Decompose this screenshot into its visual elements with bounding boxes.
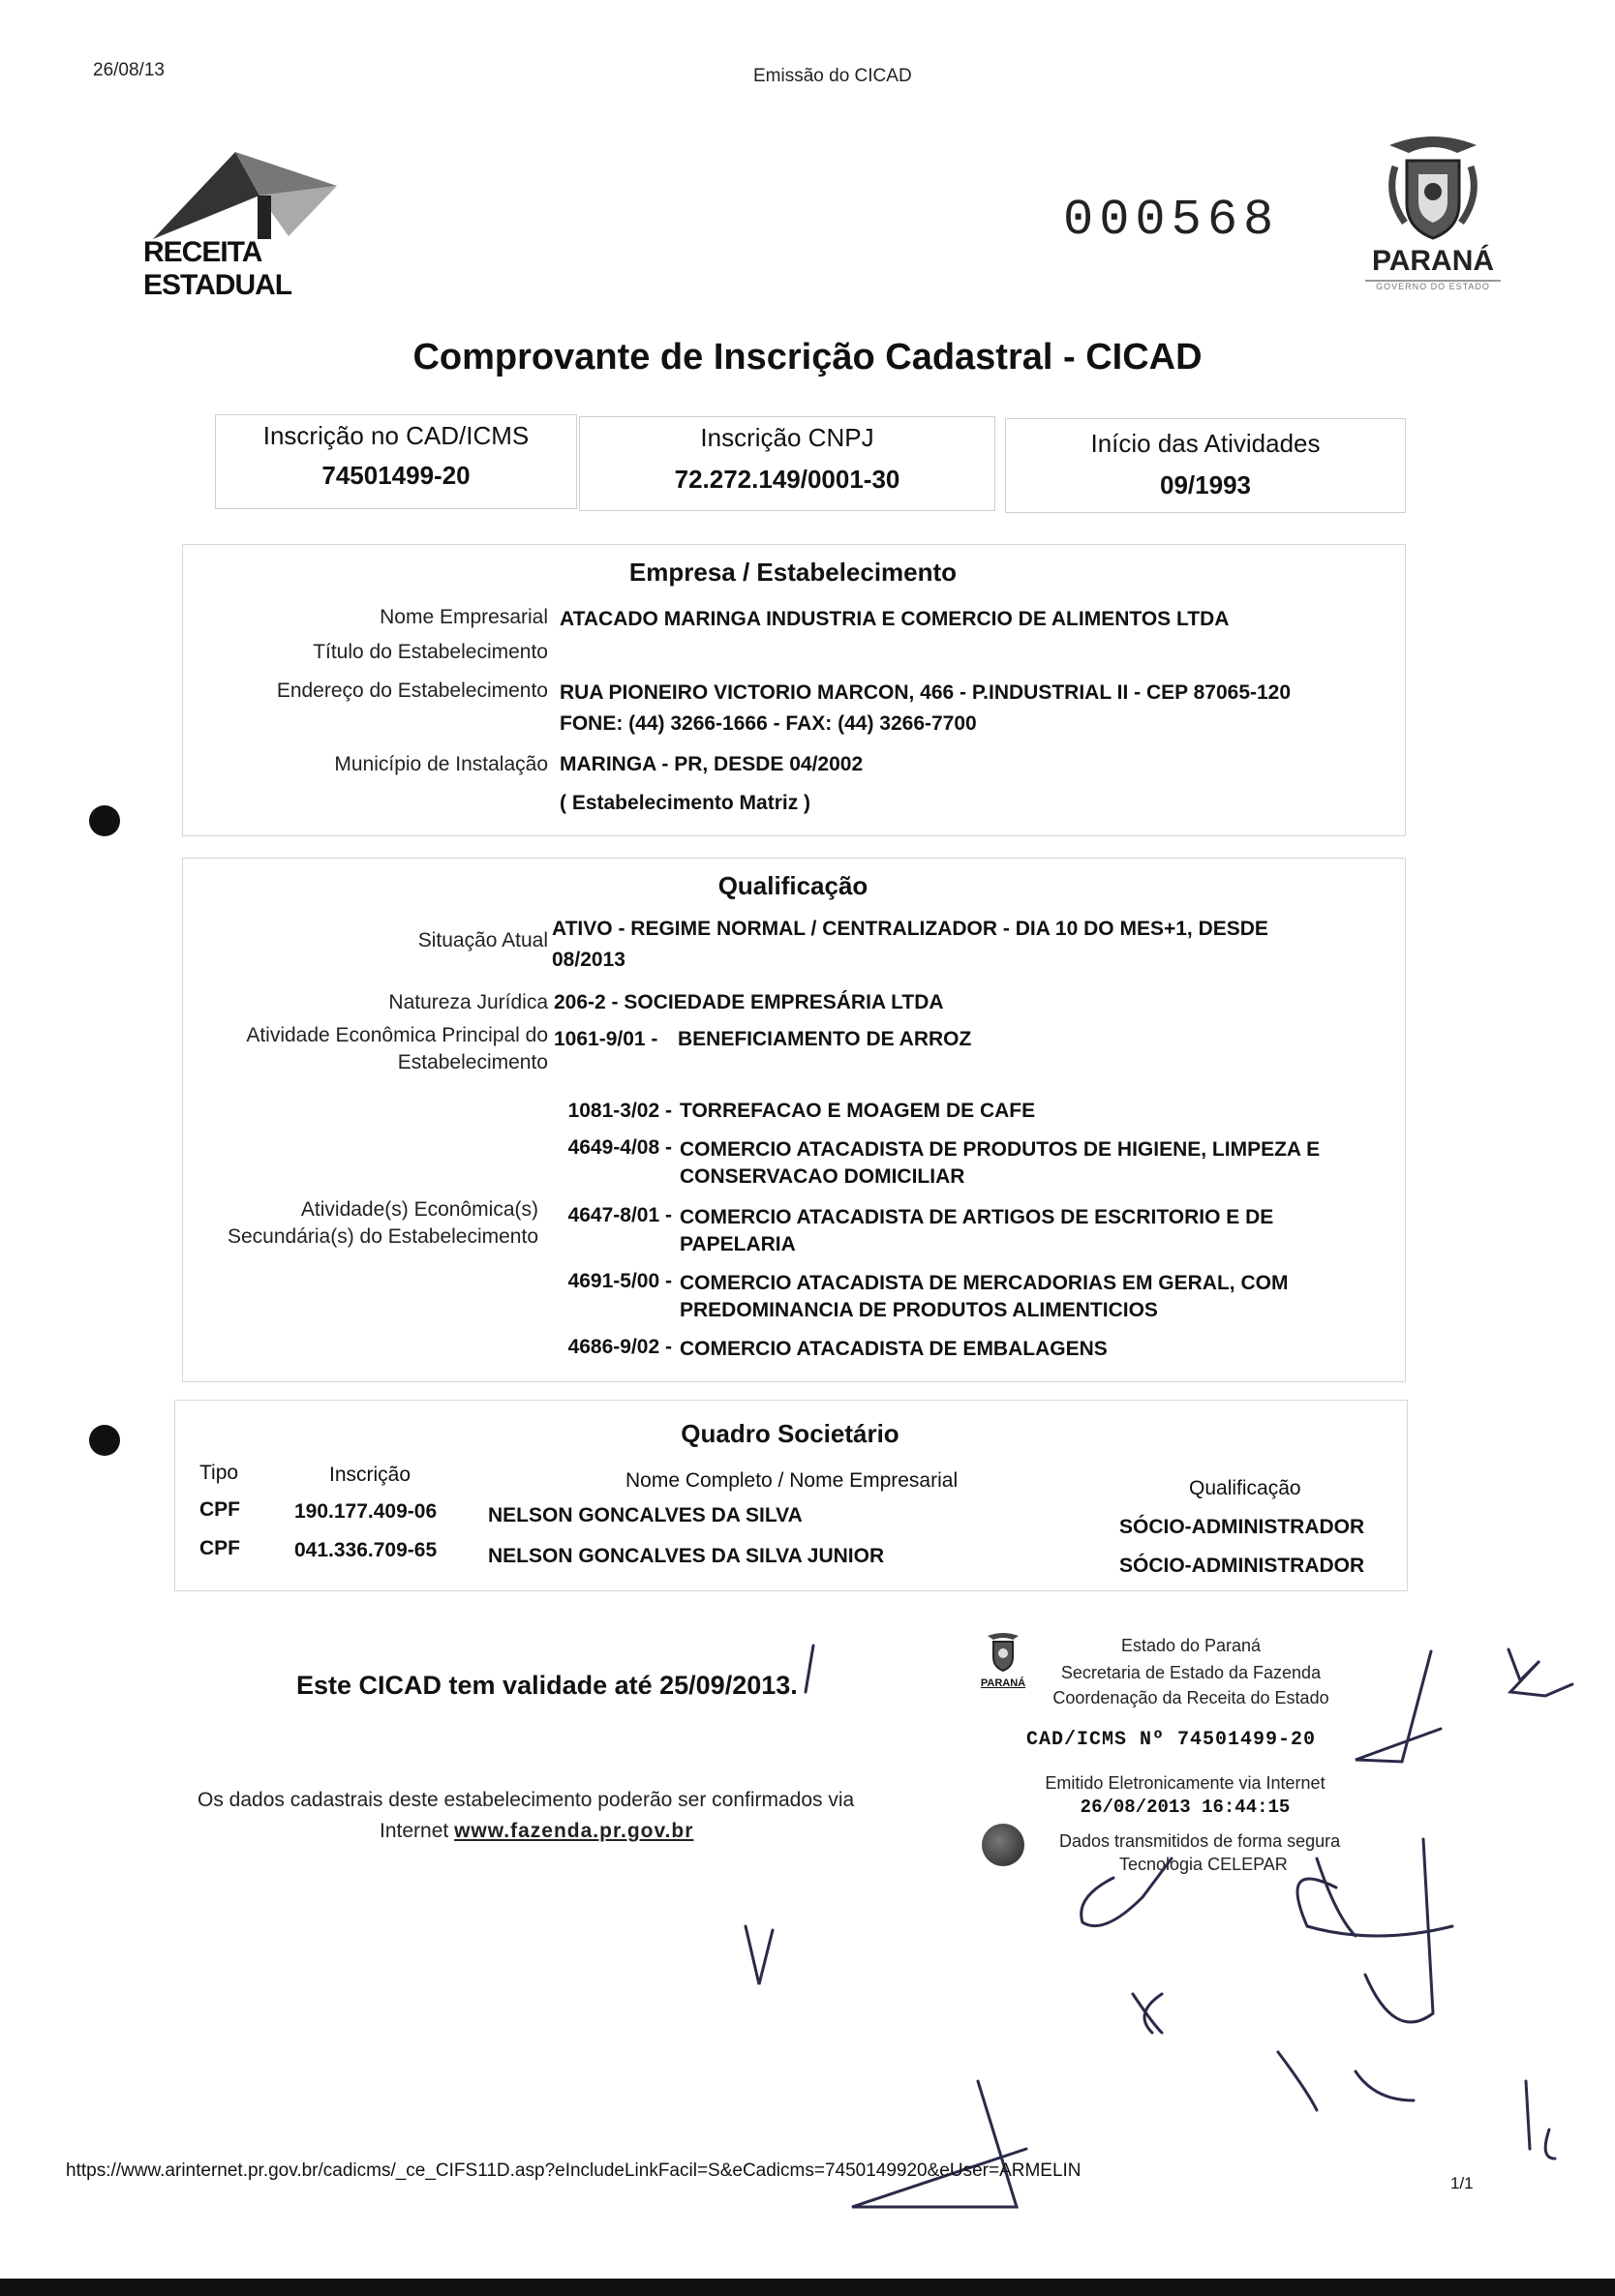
fazenda-link[interactable]: www.fazenda.pr.gov.br bbox=[454, 1820, 694, 1842]
protocol-number: 000568 bbox=[1063, 192, 1280, 249]
field-inicio-value: 09/1993 bbox=[1160, 470, 1251, 499]
signature-stroke bbox=[1278, 2052, 1414, 2110]
section-empresa-title: Empresa / Estabelecimento bbox=[628, 558, 958, 587]
secundaria-desc-cont: PREDOMINANCIA DE PRODUTOS ALIMENTICIOS bbox=[680, 1299, 1158, 1321]
municipio-label: Município de Instalação bbox=[334, 753, 548, 775]
punch-hole-mark bbox=[89, 805, 120, 836]
check-mark-stroke bbox=[746, 1926, 773, 1984]
source-url[interactable]: https://www.arinternet.pr.gov.br/cadicms/_ce_CIFS11D.asp?eIncludeLinkFacil=S&eCadicms=7450149920&eUser=ARMELIN bbox=[66, 2160, 1082, 2181]
secundaria-code: 4649-4/08 - bbox=[567, 1136, 672, 1159]
socio-inscricao: 041.336.709-65 bbox=[294, 1539, 438, 1561]
signature-stroke bbox=[1082, 1858, 1172, 1926]
col-header-nome: Nome Completo / Nome Empresarial bbox=[625, 1469, 959, 1492]
signature-stroke bbox=[852, 2081, 1026, 2207]
signature-stroke bbox=[1133, 1994, 1162, 2033]
matriz-note: ( Estabelecimento Matriz ) bbox=[560, 792, 811, 814]
situacao-line1: ATIVO - REGIME NORMAL / CENTRALIZADOR - DIA 10 DO MES+1, DESDE bbox=[552, 918, 1268, 940]
municipio-value: MARINGA - PR, DESDE 04/2002 bbox=[560, 753, 864, 775]
field-cnpj-value: 72.272.149/0001-30 bbox=[674, 465, 900, 494]
signature-stroke bbox=[1526, 2081, 1555, 2159]
titulo-estabelecimento-label: Título do Estabelecimento bbox=[313, 641, 548, 663]
page-header-title: Emissão do CICAD bbox=[753, 66, 912, 86]
secundaria-desc-cont: CONSERVACAO DOMICILIAR bbox=[680, 1165, 965, 1188]
receita-logo-text: RECEITA ESTADUAL bbox=[143, 236, 292, 301]
scan-edge bbox=[0, 2279, 1615, 2296]
atividade-principal-label-1: Atividade Econômica Principal do bbox=[246, 1024, 548, 1046]
socio-qualificacao: SÓCIO-ADMINISTRADOR bbox=[1119, 1516, 1365, 1538]
secundaria-code: 4691-5/00 - bbox=[567, 1270, 672, 1292]
confirm-text-prefix: Internet bbox=[380, 1820, 449, 1842]
natureza-value: 206-2 - SOCIEDADE EMPRESÁRIA LTDA bbox=[554, 991, 944, 1013]
check-mark-stroke bbox=[806, 1646, 813, 1692]
signature-stroke bbox=[1297, 1839, 1452, 2022]
secundaria-desc: COMERCIO ATACADISTA DE MERCADORIAS EM GERAL, COM bbox=[680, 1272, 1289, 1294]
secundaria-desc: TORREFACAO E MOAGEM DE CAFE bbox=[680, 1100, 1036, 1122]
parana-seal-text: PARANÁ bbox=[980, 1677, 1026, 1689]
field-cnpj-label: Inscrição CNPJ bbox=[700, 423, 874, 452]
socio-tipo: CPF bbox=[199, 1498, 240, 1521]
secundaria-desc: COMERCIO ATACADISTA DE EMBALAGENS bbox=[680, 1338, 1108, 1360]
signature-stroke bbox=[1356, 1651, 1441, 1762]
emitido-text: Emitido Eletronicamente via Internet bbox=[1045, 1773, 1326, 1793]
endereco-line1: RUA PIONEIRO VICTORIO MARCON, 466 - P.INDUSTRIAL II - CEP 87065-120 bbox=[560, 681, 1292, 704]
parana-logo-text: PARANÁ bbox=[1371, 245, 1495, 277]
socio-nome: NELSON GONCALVES DA SILVA bbox=[488, 1504, 803, 1526]
socio-qualificacao: SÓCIO-ADMINISTRADOR bbox=[1119, 1555, 1365, 1577]
col-header-tipo: Tipo bbox=[199, 1462, 239, 1484]
col-header-inscricao: Inscrição bbox=[329, 1464, 411, 1486]
confirm-text-line1: Os dados cadastrais deste estabelecimento poderão ser confirmados via bbox=[198, 1789, 855, 1811]
coordenacao-text: Coordenação da Receita do Estado bbox=[1052, 1688, 1329, 1707]
secundaria-desc: COMERCIO ATACADISTA DE PRODUTOS DE HIGIENE, LIMPEZA E bbox=[680, 1138, 1321, 1161]
nome-empresarial-label: Nome Empresarial bbox=[380, 606, 548, 628]
secretaria-text: Secretaria de Estado da Fazenda bbox=[1060, 1663, 1322, 1682]
nome-empresarial-value: ATACADO MARINGA INDUSTRIA E COMERCIO DE ALIMENTOS LTDA bbox=[560, 608, 1230, 630]
atividade-principal-code: 1061-9/01 - bbox=[554, 1028, 658, 1050]
page-number: 1/1 bbox=[1450, 2174, 1474, 2192]
secundaria-desc-cont: PAPELARIA bbox=[680, 1233, 796, 1255]
estado-text: Estado do Paraná bbox=[1120, 1636, 1262, 1655]
validade-text: Este CICAD tem validade até 25/09/2013. bbox=[296, 1671, 798, 1700]
endereco-line2: FONE: (44) 3266-1666 - FAX: (44) 3266-7700 bbox=[560, 712, 977, 735]
dados-transmitidos-text: Dados transmitidos de forma segura bbox=[1059, 1831, 1341, 1851]
signature-stroke bbox=[1508, 1649, 1572, 1696]
atividade-principal-desc: BENEFICIAMENTO DE ARROZ bbox=[678, 1028, 972, 1050]
field-cad-icms-value: 74501499-20 bbox=[321, 461, 471, 490]
field-cad-icms-label: Inscrição no CAD/ICMS bbox=[262, 421, 530, 450]
natureza-label: Natureza Jurídica bbox=[388, 991, 548, 1013]
cad-icms-number: CAD/ICMS Nº 74501499-20 bbox=[1026, 1729, 1317, 1751]
secundaria-code: 4686-9/02 - bbox=[567, 1336, 672, 1358]
document-title: Comprovante de Inscrição Cadastral - CICAD bbox=[412, 337, 1203, 378]
socio-inscricao: 190.177.409-06 bbox=[294, 1500, 438, 1523]
atividade-secundaria-label-1: Atividade(s) Econômica(s) bbox=[300, 1198, 538, 1221]
secundaria-code: 4647-8/01 - bbox=[567, 1204, 672, 1226]
emitido-datetime: 26/08/2013 16:44:15 bbox=[1080, 1797, 1291, 1818]
field-inicio-label: Início das Atividades bbox=[1090, 429, 1321, 458]
atividade-principal-label-2: Estabelecimento bbox=[397, 1051, 548, 1073]
socio-tipo: CPF bbox=[199, 1537, 240, 1559]
secundaria-code: 1081-3/02 - bbox=[567, 1100, 672, 1122]
col-header-qualificacao: Qualificação bbox=[1189, 1477, 1301, 1499]
atividade-secundaria-label-2: Secundária(s) do Estabelecimento bbox=[227, 1225, 538, 1248]
print-date: 26/08/13 bbox=[93, 60, 165, 80]
tecnologia-text: Tecnologia CELEPAR bbox=[1119, 1855, 1288, 1874]
section-quadro-title: Quadro Societário bbox=[681, 1419, 899, 1448]
situacao-line2: 08/2013 bbox=[552, 949, 625, 971]
endereco-label: Endereço do Estabelecimento bbox=[276, 680, 548, 702]
parana-logo-subtext: GOVERNO DO ESTADO bbox=[1365, 280, 1501, 291]
secundaria-desc: COMERCIO ATACADISTA DE ARTIGOS DE ESCRITORIO E DE bbox=[680, 1206, 1274, 1228]
situacao-label: Situação Atual bbox=[417, 929, 548, 952]
punch-hole-mark bbox=[89, 1425, 120, 1456]
section-qualificacao-title: Qualificação bbox=[717, 871, 868, 900]
socio-nome: NELSON GONCALVES DA SILVA JUNIOR bbox=[488, 1545, 885, 1567]
